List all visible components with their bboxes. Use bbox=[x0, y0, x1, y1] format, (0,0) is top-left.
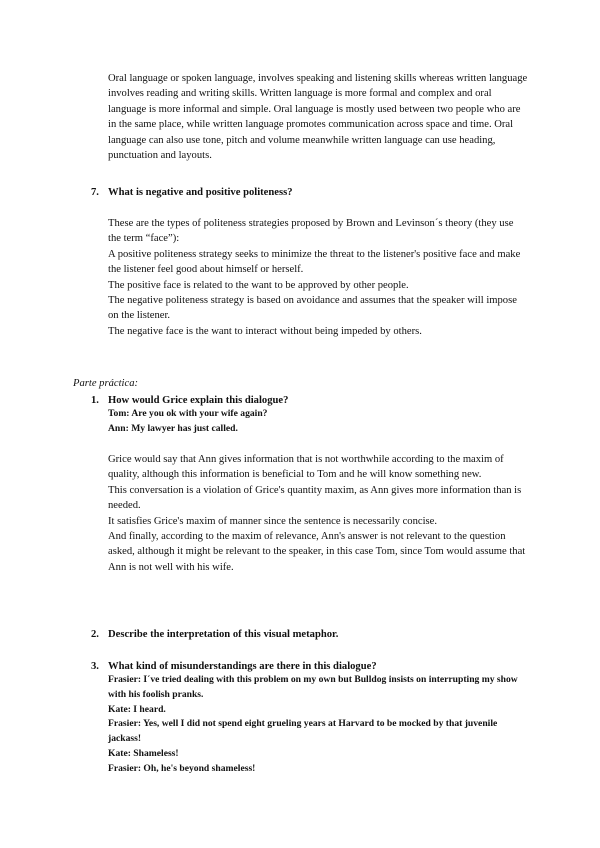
dialogue-line: Frasier: Yes, well I did not spend eight grueling years at Harvard to be mocked by that juvenile jackass! bbox=[108, 718, 498, 745]
answer-line: Grice would say that Ann gives information that is not worthwhile according to the maxim of quality, although this information is beneficial to Tom and he will know something new. bbox=[108, 454, 504, 481]
dialogue-line: Frasier: Oh, he's beyond shameless! bbox=[108, 762, 256, 774]
intro-text: Oral language or spoken language, involves speaking and listening skills whereas written language involves reading and writing skills. Written language is more formal and complex and oral language is more informal and simple. Oral language is mostly used between two people who are in the same place, while written language promotes communication across space and time. Oral language can also use tone, pitch and volume meanwhile written language can use heading, punctuation and layouts. bbox=[108, 73, 528, 162]
answer-line: The positive face is related to the want to be approved by other people. bbox=[108, 279, 409, 291]
answer-line: This conversation is a violation of Grice's quantity maxim, as Ann gives more information than is needed. bbox=[108, 484, 522, 512]
question-7-heading bbox=[91, 185, 293, 200]
practical-1-dialogue bbox=[108, 407, 528, 437]
practical-2-heading bbox=[91, 627, 338, 642]
question-7-title: What is negative and positive politeness? bbox=[108, 187, 293, 198]
practical-3-number: 3. bbox=[91, 661, 99, 672]
practical-2-number: 2. bbox=[91, 629, 99, 640]
practical-3-heading bbox=[91, 659, 377, 674]
dialogue-line: Frasier: I´ve tried dealing with this problem on my own but Bulldog insists on interrupting my show with his foolish pranks. bbox=[108, 674, 518, 700]
answer-line: And finally, according to the maxim of relevance, Ann's answer is not relevant to the question asked, although it might be relevant to the speaker, in this case Tom, since Tom would assume that Ann is not well with his wife. bbox=[108, 531, 526, 573]
answer-line: These are the types of politeness strategies proposed by Brown and Levinson´s theory (they use the term “face”): bbox=[108, 218, 514, 245]
question-7-answer bbox=[108, 216, 528, 339]
practical-1-heading bbox=[91, 393, 288, 408]
practical-1-title: How would Grice explain this dialogue? bbox=[108, 395, 289, 406]
practical-2-title: Describe the interpretation of this visual metaphor. bbox=[108, 629, 339, 640]
dialogue-line: Ann: My lawyer has just called. bbox=[108, 422, 238, 434]
intro-paragraph bbox=[108, 71, 528, 163]
dialogue-line: Kate: I heard. bbox=[108, 703, 166, 715]
dialogue-line: Kate: Shameless! bbox=[108, 747, 179, 759]
practical-3-title: What kind of misunderstandings are there in this dialogue? bbox=[108, 661, 377, 672]
practical-3-dialogue bbox=[108, 673, 528, 777]
section-title: Parte práctica: bbox=[73, 378, 139, 389]
answer-line: The negative face is the want to interact without being impeded by others. bbox=[108, 325, 422, 337]
question-7-number: 7. bbox=[91, 187, 99, 198]
answer-line: The negative politeness strategy is based on avoidance and assumes that the speaker will impose on the listener. bbox=[108, 295, 517, 322]
answer-line: It satisfies Grice's maxim of manner since the sentence is necessarily concise. bbox=[108, 515, 438, 527]
practical-1-answer bbox=[108, 452, 528, 575]
practical-1-number: 1. bbox=[91, 395, 99, 406]
answer-line: A positive politeness strategy seeks to minimize the threat to the listener's positive face and make the listener feel good about himself or herself. bbox=[108, 248, 521, 276]
dialogue-line: Tom: Are you ok with your wife again? bbox=[108, 408, 268, 419]
